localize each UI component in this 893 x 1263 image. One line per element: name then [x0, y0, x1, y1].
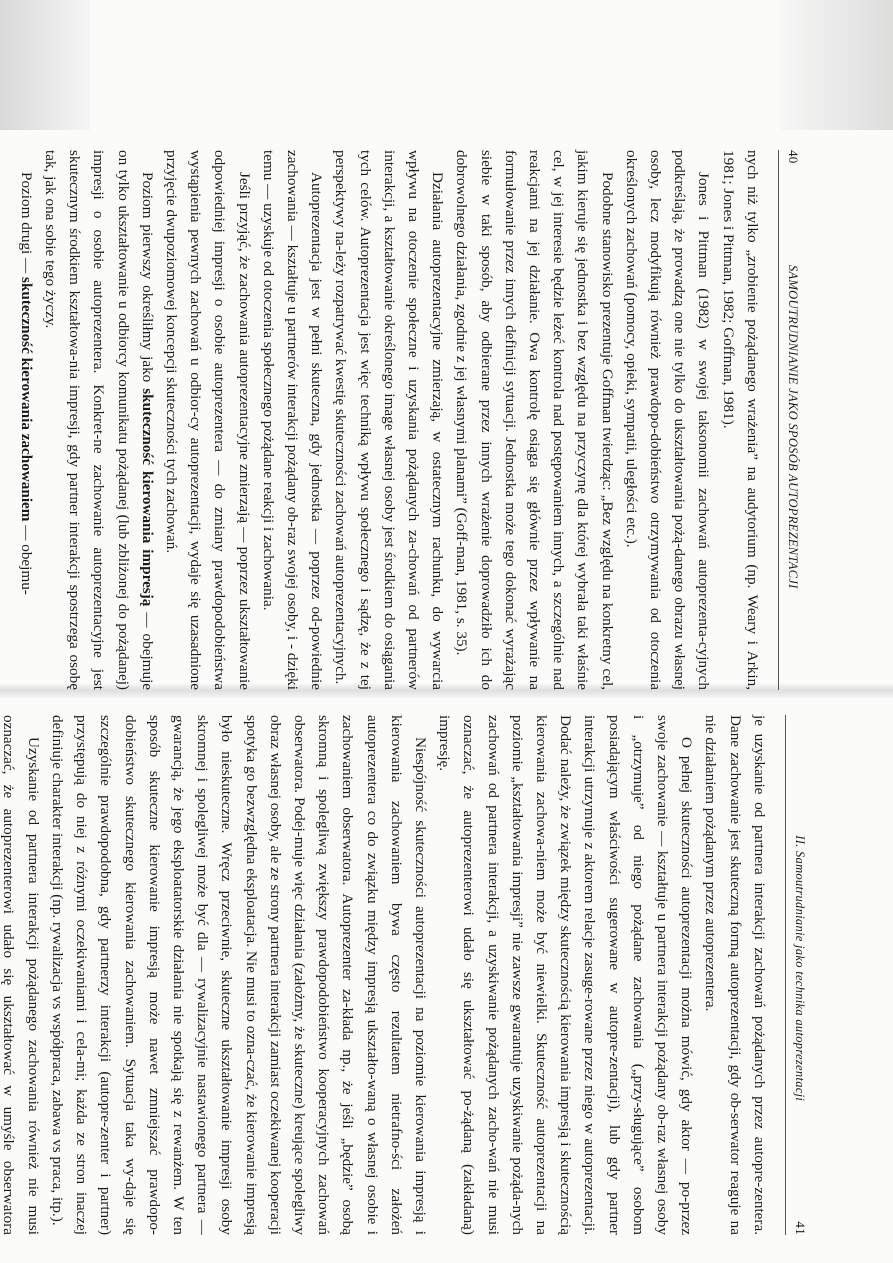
running-head: [785, 715, 812, 1235]
page-number: 41: [793, 1221, 808, 1235]
emphasis-term: skuteczność kierowania zachowaniem: [17, 277, 35, 522]
paragraph: je uzyskanie od partnera interakcji zachowań pożądanych przez autopre-zentera. Dane zachowanie jest skuteczną formą autoprezentacji, gdy ob-serwator reaguje na nie działaniem pożądanym przez autoprezentera.: [702, 715, 768, 1235]
text-run: — obejmuje on tylko ukształtowanie u odbiorcy komunikatu pożądanej (lub zbliżonej do pożądanej) impresji o osobie autoprezentera. Konkret-ne zachowanie autoprezentacyjne jest skutecznym środkiem kształtowa-nia impresji, gdy partner interakcji spostrzega osobę tak, jak ona sobie tego życzy.: [41, 150, 156, 691]
paragraph: [38, 150, 159, 690]
paragraph: Jones i Pittman (1982) w swojej taksonomii zachowań autoprezenta-cyjnych podkreślają, że prowadzą one nie tylko do ukształtowania pożą-danego obrazu własnej osoby, lecz modyfikują również prawdopo-dobieństwo otrzymywania od otoczenia określonych zachowań (pomocy, opieki, sympatii, uległości etc.).: [622, 150, 713, 690]
running-head-title: SAMOUTRUDNIANIE JAKO SPOSÓB AUTOPREZENTACJI: [786, 264, 800, 589]
paragraph: Działania autoprezentacyjne zmierzają, w ostatecznym rachunku, do wywarcia wpływu na otoczenie społeczne i uzyskania pożądanych za-chowań od partnerów interakcji, a kształtowanie określonego image własnej osoby jest środkiem do osiągania tych celów. Autoprezentacja jest więc techniką wpływu społecznego i sądzę, że z tej perspektywy na-leży rozpatrywać kwestię skuteczności zachowań autoprezentacyjnych.: [332, 150, 447, 690]
text-run: — obejmu-: [17, 525, 35, 595]
paragraph: O pełnej skuteczności autoprezentacji można mówić, gdy aktor — po-przez swoje zachowanie — kształtuje u partnera interakcji pożądany ob-raz własnej osoby i „otrzymuje” od niego pożądane zachowania („przy-sługujące” osobom posiadającym właściwości sugerowane w autopre-zentacji), lub gdy partner interakcji utrzymuje z aktorem relacje zasuge-rowane przez niego w autoprezentacji. Dodać należy, że związek między skutecznością kierowania impresją i skutecznością kierowania zachowa-niem może być niewielki. Skuteczność autoprezentacji na poziomie „kształtowania impresji” nie zawsze gwarantuje uzyskiwanie pożąda-nych zachowań od partnera interakcji, a uzyskiwanie pożądanych zacho-wań nie musi oznaczać, że autoprezenterowi udało się ukształtować po-żądaną (zakładaną) impresję.: [436, 715, 696, 1235]
running-head: [778, 150, 805, 690]
paragraph: Niespójność skuteczności autoprezentacji na poziomie kierowania impresją i kierowania zachowaniem bywa często rezultatem nietrafno-ści założeń autoprezentera co do związku między impresją ukształto-waną o własnej osobie i zachowaniem obserwatora. Autoprezenter za-kłada np., że jeśli „będzie” osobą skromną i spolegliwą zwiększy prawdopodobieństwo kooperacyjnych zachowań obserwatora. Podej-muje więc działania (założmy, że skuteczne) kreujące spolegliwy obraz własnej osoby, ale ze strony partnera interakcji zamiast oczekiwanej kooperacji spotyka go bezwzględna eksploatacja. Nie musi to ozna-czać, że kierowanie impresją było nieskuteczne. Wręcz przeciwnie, skuteczne ukształtowanie impresji osoby skromnej i spolegliwej może być dla — rywalizacyjnie nastawionego partnera — gwarancją, że jego eksploatatorskie działania nie spotkają się z rewanżem. W ten sposób skuteczne kierowanie impresją może nawet zmniejszać prawdopo-dobieństwo skutecznego kierowania zachowaniem. Sytuacja taka wy-daje się szczególnie prawdopodobna, gdy partnerzy interakcji (autopre-zenter i partner) przystępują do niej z różnymi oczekiwaniami i cela-mi; każda ze stron inaczej definiuje charakter interakcji (np. rywalizacja vs współpraca, zabawa vs praca, itp.).: [48, 715, 429, 1235]
paragraph: Autoprezentacja jest w pełni skuteczna, gdy jednostka — poprzez od-powiednie zachowania — kształtuje u partnerów interakcji pożądany ob-raz swojej osoby, i - dzięki temu — uzyskuje od otoczenia społecznego pożądane reakcji i zachowania.: [259, 150, 326, 690]
paragraph: [14, 150, 38, 690]
text-run: Poziom pierwszy określiłmy jako: [138, 172, 156, 383]
paragraph: Uzyskanie od partnera interakcji pożądanego zachowania również nie musi oznaczać, że autoprezenterowi udało się ukształtować w umyśle obserwatora: [0, 715, 42, 1235]
page-number: 40: [786, 150, 801, 164]
page-41: [0, 715, 812, 1235]
binding-shadow-left: [0, 0, 90, 130]
paragraph: nych niż tylko „zrobienie pożądanego wrażenia” na audytorium (np. Weary i Arkin, 1981; Jones i Pittman, 1982; Goffman, 1981).: [719, 150, 761, 690]
emphasis-term: skuteczność kierowania impresją: [138, 388, 156, 607]
running-head-title: II. Samoutrudnianie jako technika autoprezentacji: [793, 835, 807, 1102]
paragraph: Podobne stanowisko prezentuje Goffman twierdząc: „Bez względu na konkretny cel, jakim kieruje się jednostka i bez względu na przyczynę dla której wybrała taki właśnie cel, w jej interesie będzie leżeć kontrola nad postępowaniem innych, a szczególnie nad reakcjami na jej działanie. Owa kontrolę osiąga się głównie przez wpływanie na formułowanie przez innych definicji sytuacji. Jednostka może tego dokonać wyrażając siebie w taki sposób, aby odbierane przez innych wrażenie doprowadziło ich do dobrowolnego działania, zgodnie z jej własnymi planami” (Goff-man, 1981, s. 35).: [453, 150, 616, 690]
text-run: Poziom drugi —: [17, 172, 35, 274]
page-40: [17, 150, 805, 691]
binding-shadow-right: [780, 0, 893, 130]
paragraph: Jeśli przyjąć, że zachowania autoprezentacyjne zmierzają — poprzez ukształtowanie odpowiedniej impresji o osobie autoprezentera — do zmiany prawdopodobieństwa wystąpienia pewnych zachowań u odbior-cy autoprezentacji, wydaje się uzasadnione przyjęcie dwupoziomowej koncepcji skuteczności tych zachowań.: [162, 150, 253, 690]
